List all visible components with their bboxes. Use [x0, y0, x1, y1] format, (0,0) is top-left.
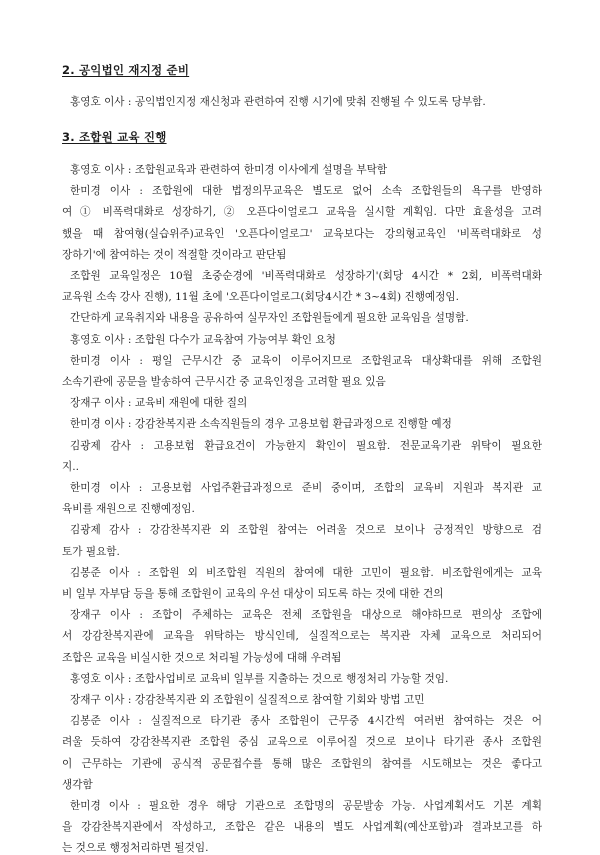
paragraph-line: 장재구 이사 : 교육비 재원에 대한 질의 — [70, 397, 248, 410]
paragraph-line: 김광제 감사 : 고용보험 환급요건이 가능한지 확인이 필요함. 전문교육기관 위탁이 필요한 — [70, 439, 542, 452]
paragraph-line: 여 ① 비폭력대화로 성장하기, ② 오픈다이얼로그 교육을 실시할 계획임. 다만 효율성을 고려 — [62, 206, 542, 219]
paragraph-line: 한미경 이사 : 조합원에 대한 법정의무교육은 별도로 없어 소속 조합원들의 욕구를 반영하 — [70, 185, 542, 198]
paragraph-line: 비 일부 자부담 등을 통해 조합원이 교육의 우선 대상이 되도록 하는 것에 대한 건의 — [62, 588, 444, 600]
paragraph-line: 장재구 이사 : 강감찬복지관 외 조합원이 실질적으로 참여할 기회와 방법 고민 — [70, 694, 425, 706]
paragraph-line: 한미경 이사 : 강감찬복지관 소속직원들의 경우 고용보험 환급과정으로 진행할 예정 — [70, 418, 452, 431]
paragraph-line: 육비를 재원으로 진행예정임. — [62, 503, 195, 516]
paragraph-line: 지.. — [62, 460, 79, 473]
paragraph-line: 한미경 이사 : 고용보험 사업주환급과정으로 준비 중이며, 조합의 교육비 지원과 복지관 교 — [70, 482, 542, 494]
paragraph-line: 조합은 교육을 비실시한 것으로 처리될 가능성에 대해 우려됨 — [62, 651, 342, 664]
paragraph-line: 홍영호 이사 : 조합사업비로 교육비 일부를 지출하는 것으로 행정처리 가능할 것임. — [70, 672, 449, 685]
paragraph-line: 을 강감찬복지관에서 작성하고, 조합은 같은 내용의 별도 사업계획(예산포함)과 결과보고를 하 — [62, 821, 542, 834]
paragraph-line: 김봉준 이사 : 실질적으로 타기관 종사 조합원이 근무중 4시간씩 여러번 참여하는 것은 어 — [70, 715, 542, 728]
section-heading-3: 3. 조합원 교육 진행 — [62, 130, 167, 144]
paragraph-line: 한미경 이사 : 필요한 경우 해당 기관으로 조합명의 공문발송 가능. 사업계획서도 기본 계획 — [70, 800, 542, 812]
paragraph-line: 조합원 교육일정은 10월 초중순경에 '비폭력대화로 성장하기'(회당 4시간 * 2회, 비폭력대화 — [70, 270, 542, 282]
paragraph-line: 간단하게 교육취지와 내용을 공유하여 실무자인 조합원들에게 필요한 교육임을 설명함. — [70, 312, 469, 325]
section-heading-2: 2. 공익법인 재지정 준비 — [62, 63, 190, 77]
paragraph-line: 김광제 감사 : 강감찬복지관 외 조합원 참여는 어려울 것으로 보이나 긍정적인 방향으로 검 — [70, 524, 542, 537]
paragraph-line: 했을 때 참여형(실습위주)교육인 '오픈다이얼로그' 교육보다는 강의형교육인 '비폭력대화로 성 — [62, 227, 542, 240]
paragraph-line: 교육원 소속 강사 진행), 11월 초에 '오픈다이얼로그(회당4시간 * 3~4회) 진행예정임. — [62, 291, 459, 304]
paragraph-line: 소속기관에 공문을 발송하여 근무시간 중 교육인정을 고려할 필요 있음 — [62, 376, 386, 388]
paragraph-line: 홍영호 이사 : 공익법인지정 재신청과 관련하여 진행 시기에 맞춰 진행될 수 있도록 당부함. — [70, 96, 486, 108]
paragraph-line: 토가 필요함. — [62, 545, 120, 558]
paragraph-line: 서 강감찬복지관에 교육을 위탁하는 방식인데, 실질적으로는 복지관 자체 교육으로 처리되어 — [62, 630, 542, 643]
paragraph-line: 이 근무하는 기관에 공식적 공문접수를 통해 많은 조합원의 참여를 시도해보는 것은 좋다고 — [62, 757, 542, 770]
paragraph-line: 생각함 — [62, 778, 93, 791]
paragraph-line: 김봉준 이사 : 조합원 외 비조합원 직원의 참여에 대한 고민이 필요함. 비조합원에게는 교육 — [70, 566, 542, 579]
paragraph-line: 려울 듯하여 강감찬복지관 조합원 중심 교육으로 이루어질 것으로 보이나 타기관 종사 조합원 — [62, 736, 542, 749]
paragraph-line: 홍영호 이사 : 조합원교육과 관련하여 한미경 이사에게 설명을 부탁함 — [70, 164, 388, 176]
paragraph-line: 홍영호 이사 : 조합원 다수가 교육참여 가능여부 확인 요청 — [70, 333, 336, 346]
paragraph-line: 는 것으로 행정처리하면 될것임. — [62, 842, 209, 855]
paragraph-line: 장하기'에 참여하는 것이 적절할 것이라고 판단됨 — [62, 248, 287, 261]
paragraph-line: 한미경 이사 : 평일 근무시간 중 교육이 이루어지므로 조합원교육 대상확대를 위해 조합원 — [70, 354, 542, 367]
paragraph-line: 장재구 이사 : 조합이 주체하는 교육은 전체 조합원을 대상으로 해야하므로 편의상 조합에 — [70, 609, 542, 622]
